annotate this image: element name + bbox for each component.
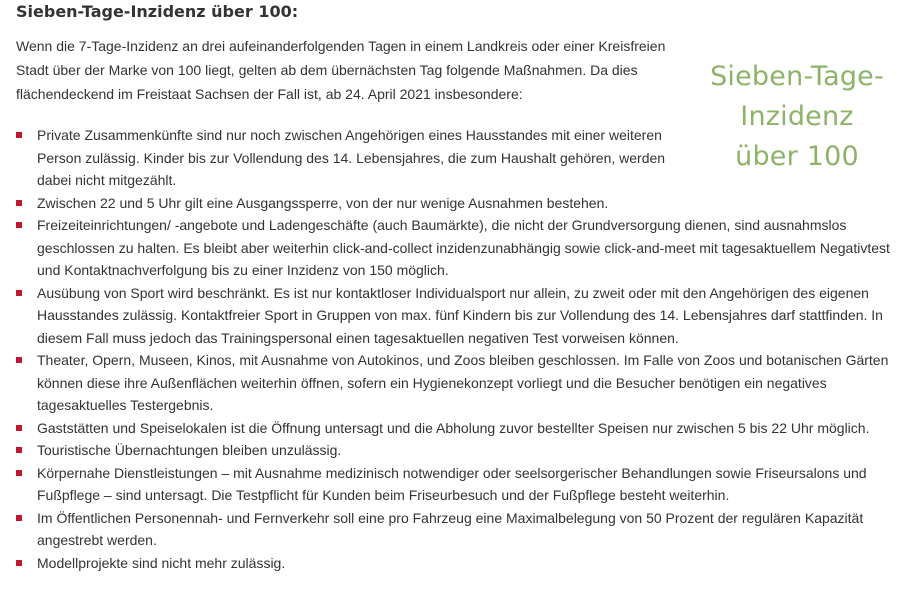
list-item [0,192,890,215]
measures-list [0,124,890,574]
intro-line: Wenn die 7-Tage-Inzidenz an drei aufeinanderfolgenden Tagen in einem Landkreis oder einer Kreisfreien [16,38,666,54]
list-item-line: dabei nicht mitgezählt. [37,172,177,188]
square-bullet-icon [16,560,22,566]
square-bullet-icon [16,470,22,476]
list-item [0,507,890,552]
list-item-line: Modellprojekte sind nicht mehr zulässig. [37,554,286,571]
pull-quote-line: über 100 [735,141,859,172]
list-item [0,214,890,282]
list-item-line: Freizeiteinrichtungen/ -angebote und Ladengeschäfte (auch Baumärkte), die nicht der Grundversorgung dienen, sind ausnahmslos [37,217,847,233]
list-item-line: und Kontaktnachverfolgung bis zu einer Inzidenz von 150 möglich. [37,262,449,278]
list-item-line: Theater, Opern, Museen, Kinos, mit Ausnahme von Autokinos, und Zoos bleiben geschlossen. Im Falle von Zoos und botanischen Gärten [37,352,889,368]
intro-paragraph [16,34,681,106]
list-item-line: können diese ihre Außenflächen weiterhin öffnen, sofern ein Hygienekonzept vorliegt und die Besucher benötigen ein negatives [37,374,827,391]
list-item-line: geschlossen zu halten. Es bleibt aber weiterhin click-and-collect inzidenzunabhängig sowie click-and-meet mit tagesaktuellem Negativtest [37,239,890,256]
square-bullet-icon [16,515,22,521]
pull-quote-line: Inzidenz [740,101,854,132]
list-item [0,552,890,575]
list-item-line: Private Zusammenkünfte sind nur noch zwischen Angehörigen eines Hausstandes mit einer weiteren [37,127,662,143]
list-item [0,417,890,440]
intro-line: Stadt über der Marke von 100 liegt, gelten ab dem übernächsten Tag folgende Maßnahmen. Da dies [16,62,638,78]
list-item [0,439,890,462]
square-bullet-icon [16,290,22,296]
list-item-line: Touristische Übernachtungen bleiben unzulässig. [37,442,342,458]
square-bullet-icon [16,132,22,138]
list-item-line: Fußpflege – sind untersagt. Die Testpflicht für Kunden beim Friseurbesuch und der Fußpflege besteht weiterhin. [37,487,730,503]
list-item-line: Hausstandes zulässig. Kontaktfreier Sport in Gruppen von max. fünf Kindern bis zur Vollendung des 14. Lebensjahres darf stattfinden. In [37,307,883,323]
list-item-line: tagesaktuelles Testergebnis. [37,397,214,413]
list-item-line: Gaststätten und Speiselokalen ist die Öffnung untersagt und die Abholung zuvor bestellter Speisen nur zwischen 5 bis 22 Uhr möglich. [37,419,870,436]
list-item-line: angestrebt werden. [37,532,157,548]
list-item-line: Ausübung von Sport wird beschränkt. Es ist nur kontaktloser Individualsport nur allein, zu zweit oder mit den Angehörigen des eigenen [37,284,869,301]
list-item-line: Körpernahe Dienstleistungen – mit Ausnahme medizinisch notwendiger oder seelsorgerischer Behandlungen sowie Friseursalons und [37,464,867,481]
list-item-line: diesem Fall muss jedoch das Trainingspersonal einen tagesaktuellen negativen Test vorweisen können. [37,329,679,346]
intro-line: flächendeckend im Freistaat Sachsen der Fall ist, ab 24. April 2021 insbesondere: [16,86,523,102]
section-heading: Sieben-Tage-Inzidenz über 100: [16,2,299,21]
list-item [0,282,890,350]
pull-quote-line: Sieben-Tage- [710,61,884,92]
square-bullet-icon [16,357,22,363]
list-item [0,124,890,192]
square-bullet-icon [16,425,22,431]
square-bullet-icon [16,447,22,453]
list-item-line: Person zulässig. Kinder bis zur Vollendung des 14. Lebensjahres, die zum Haushalt gehören, werden [37,149,666,166]
list-item-line: Im Öffentlichen Personennah- und Fernverkehr soll eine pro Fahrzeug eine Maximalbelegung von 50 Prozent der regulären Kapazität [37,509,864,526]
square-bullet-icon [16,200,22,206]
list-item [0,462,890,507]
list-item-line: Zwischen 22 und 5 Uhr gilt eine Ausgangssperre, von der nur wenige Ausnahmen bestehen. [37,194,609,211]
square-bullet-icon [16,222,22,228]
list-item [0,349,890,417]
